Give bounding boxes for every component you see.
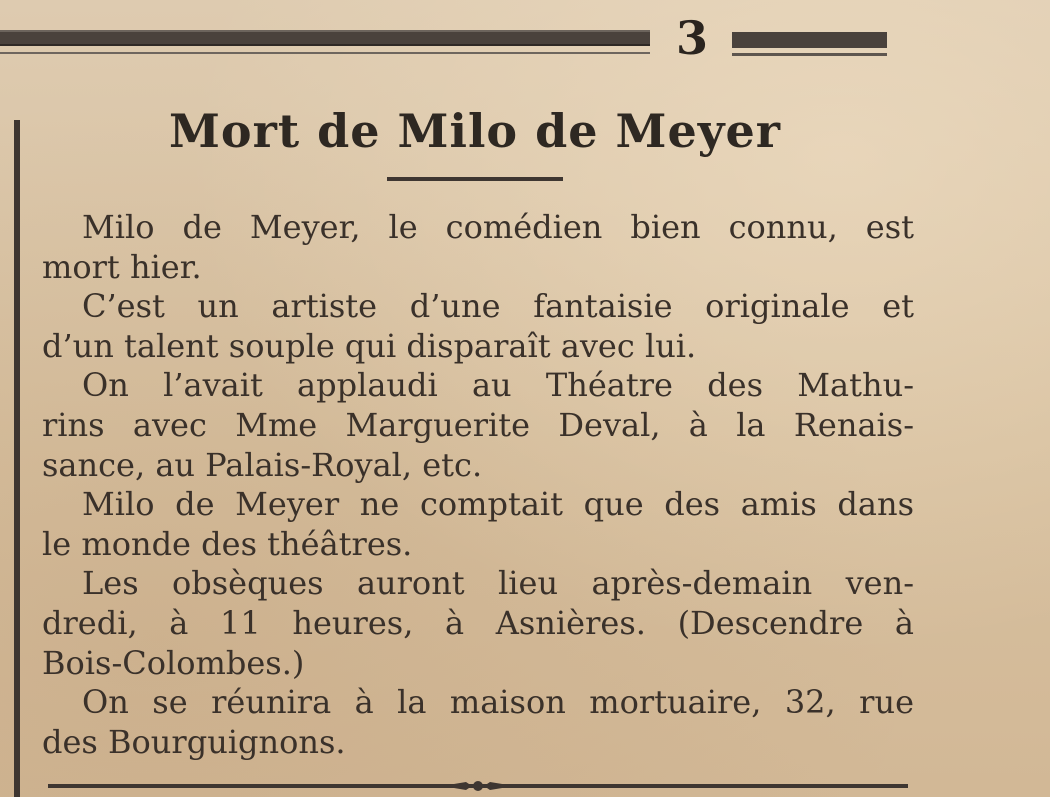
article-line: sance, au Palais-Royal, etc. (42, 445, 483, 484)
article-line: Milo de Meyer, le comédien bien connu, est (82, 208, 914, 246)
top-rule-left-thin (0, 52, 650, 54)
column-rule (14, 120, 20, 797)
article-line: mort hier. (42, 247, 202, 286)
article-line: On l’avait applaudi au Théatre des Mathu- (82, 366, 914, 405)
article-line: Milo de Meyer ne comptait que des amis dans (82, 485, 914, 524)
article-line: C’est un artiste d’une fantaisie originale et (82, 287, 914, 326)
article-line: rins avec Mme Marguerite Deval, à la Renais- (42, 405, 914, 444)
article-line: d’un talent souple qui disparaît avec lui. (42, 326, 697, 365)
top-rule-right-thin (732, 53, 887, 56)
article-line: Bois-Colombes.) (42, 643, 305, 682)
article-line: le monde des théâtres. (42, 524, 413, 563)
article-headline: Mort de Milo de Meyer (169, 104, 781, 158)
article-body (42, 208, 914, 762)
headline-underline (387, 177, 563, 181)
article-line: des Bourguignons. (42, 722, 346, 761)
rule-ornament-icon (438, 778, 518, 794)
page-number: 3 (675, 11, 708, 65)
article-line: On se réunira à la maison mortuaire, 32, rue (82, 683, 914, 722)
article-line: dredi, à 11 heures, à Asnières. (Descendre à (42, 603, 914, 642)
top-rule-right (732, 32, 887, 48)
article-line: Les obsèques auront lieu après-demain ven- (82, 564, 914, 603)
top-rule-left (0, 30, 650, 46)
